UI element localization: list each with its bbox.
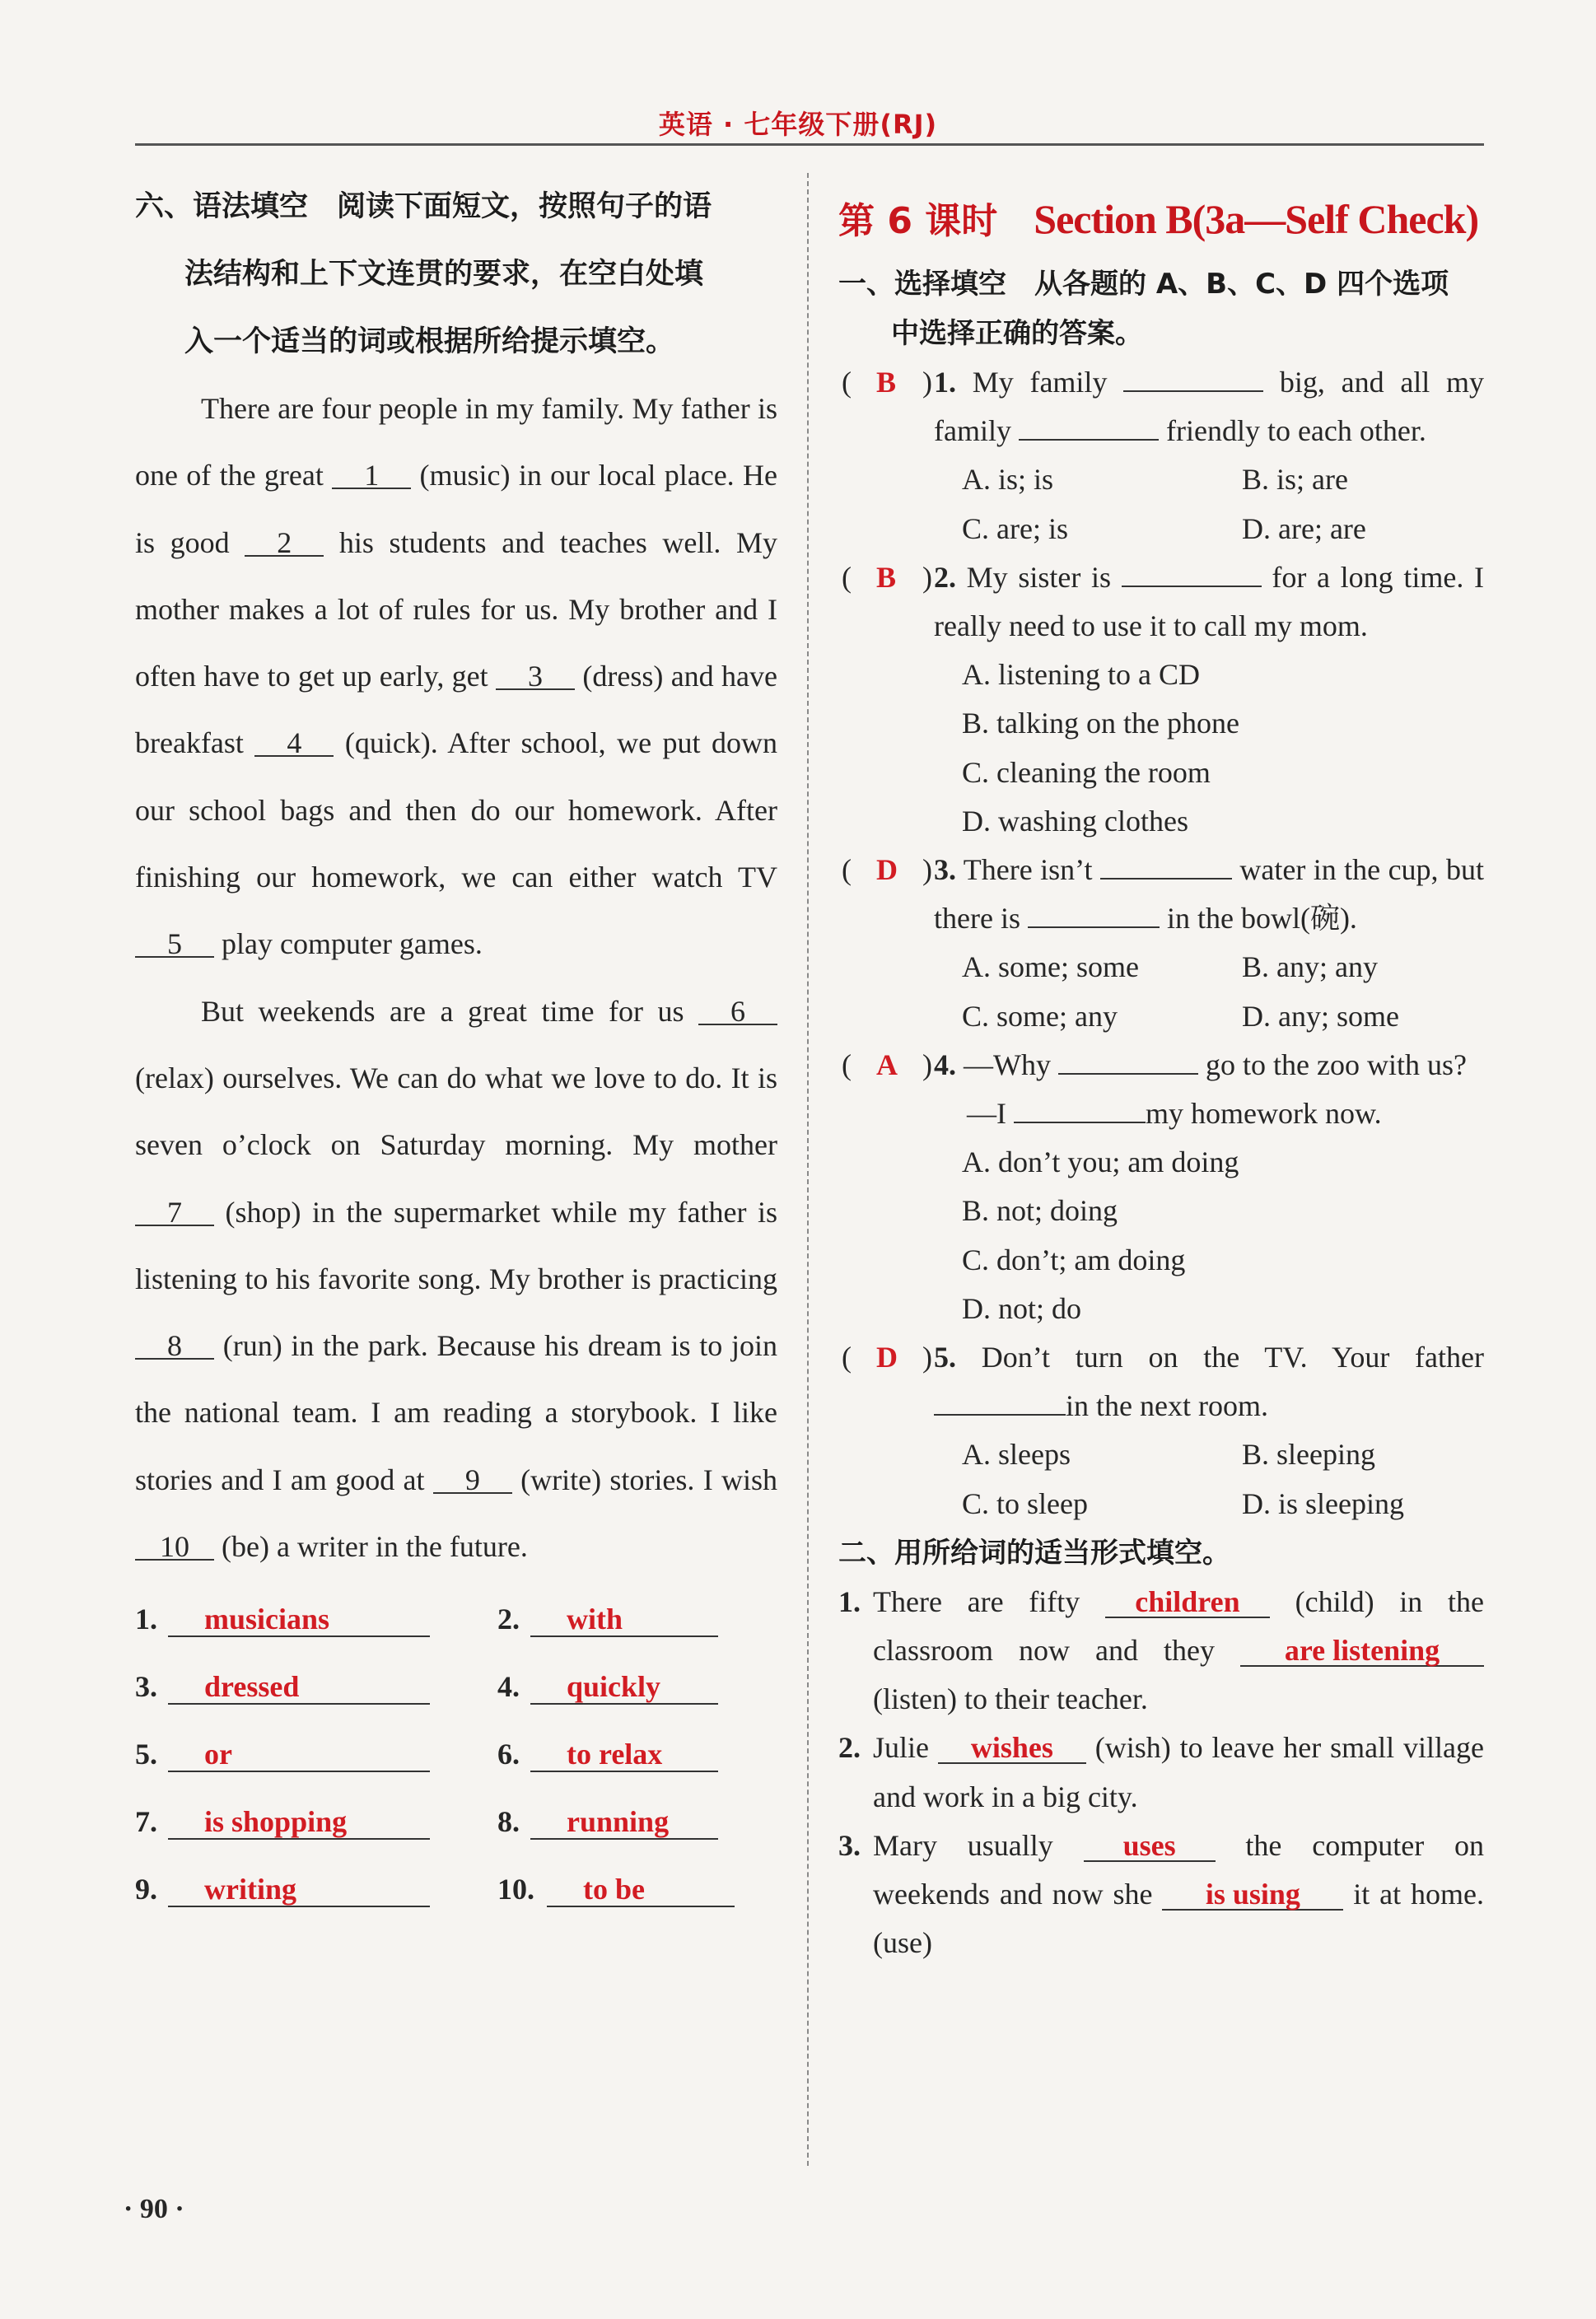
question-number: 1.: [934, 366, 956, 399]
header-divider: [135, 143, 1484, 146]
question-options: [934, 455, 1484, 553]
answer-bracket: ( A ): [842, 1041, 940, 1090]
question-number: 4.: [934, 1048, 956, 1081]
question-text: —Why: [964, 1048, 1058, 1081]
passage-blank-10: 10: [135, 1534, 214, 1561]
fill-answer: uses: [1084, 1831, 1216, 1862]
option: C. don’t; am doing: [962, 1243, 1186, 1276]
question-blank: [1019, 439, 1159, 441]
option: A. some; some: [962, 950, 1139, 984]
question-answer: B: [876, 366, 897, 399]
question-options: [934, 943, 1484, 1040]
passage-text: (shop) in the supermarket while my father is listening to his favorite song. My brother is practicing: [135, 1195, 777, 1295]
fill-text: Mary usually: [873, 1828, 1084, 1862]
answer-value: musicians: [168, 1603, 430, 1637]
fill-text: (listen) to their teacher.: [873, 1682, 1148, 1716]
question-blank: [1122, 586, 1262, 587]
answer-value: running: [530, 1805, 718, 1840]
passage-blank-5: 5: [135, 931, 214, 958]
passage-blank-7: 7: [135, 1200, 214, 1226]
answer-key-grid: [135, 1585, 777, 1923]
answer-item: [497, 1720, 777, 1788]
answer-item: [497, 1855, 777, 1923]
passage-text: (dress) and have breakfast: [135, 660, 777, 760]
lesson-number: 第 6 课时: [838, 200, 998, 242]
answer-item: [497, 1653, 777, 1720]
question-text: my homework now.: [1146, 1097, 1382, 1131]
passage-blank-3: 3: [496, 664, 575, 690]
answer-value: quickly: [530, 1670, 718, 1705]
passage-text: (relax) ourselves. We can do what we love to do. It is seven o’clock on Saturday morning. My mother: [135, 1061, 777, 1162]
fill-number: 1.: [838, 1584, 861, 1618]
answer-item: [135, 1653, 497, 1720]
option: B. is; are: [1242, 463, 1348, 497]
answer-number: 4.: [497, 1670, 520, 1704]
fill-item-1: [838, 1578, 1484, 1724]
column-divider: [807, 173, 809, 2166]
page-number: · 90 ·: [124, 2194, 184, 2224]
question-text: Don’t turn on the TV. Your father: [981, 1341, 1484, 1374]
question-blank: [1014, 1122, 1146, 1123]
fill-item-2: [838, 1724, 1484, 1821]
answer-value: dressed: [168, 1670, 430, 1705]
header-title: 英语 · 七年级下册(RJ): [658, 109, 938, 140]
fill-item-3: [838, 1822, 1484, 1968]
fill-text: (wish) to leave her small village and work in a big city.: [873, 1731, 1484, 1813]
option: D. not; do: [962, 1291, 1082, 1325]
grammar-title-line-2: 法结构和上下文连贯的要求，在空白处填: [184, 258, 704, 291]
grammar-section-title: [135, 173, 777, 376]
question-number: 5.: [934, 1341, 956, 1374]
question-answer: D: [876, 1341, 898, 1374]
answer-number: 7.: [135, 1805, 157, 1839]
answer-value: with: [530, 1603, 718, 1637]
question-reply: [934, 1090, 1484, 1138]
question-blank: [1058, 1073, 1198, 1075]
option: A. listening to a CD: [962, 658, 1200, 692]
question-1: [838, 358, 1484, 553]
question-text: —I: [967, 1097, 1014, 1131]
answer-item: [135, 1585, 497, 1653]
passage-blank-6: 6: [698, 999, 777, 1025]
question-text: for a long time. I really need to use it to call my mom.: [934, 560, 1484, 643]
question-number: 2.: [934, 560, 956, 594]
answer-number: 6.: [497, 1738, 520, 1771]
answer-number: 1.: [135, 1603, 157, 1636]
choice-section-title: [838, 259, 1484, 358]
question-blank: [934, 1414, 1066, 1416]
fill-number: 3.: [838, 1828, 861, 1862]
fill-answer: wishes: [938, 1733, 1086, 1764]
option: C. cleaning the room: [962, 755, 1211, 789]
passage-blank-4: 4: [254, 730, 334, 757]
passage-text: his students and teaches well. My mother makes a lot of rules for us. My brother and I often have to get up early, get: [135, 525, 777, 693]
answer-bracket: ( B ): [842, 553, 940, 602]
question-blank: [1100, 878, 1232, 880]
fill-answer: is using: [1162, 1879, 1343, 1911]
question-text: friendly to each other.: [1158, 414, 1426, 448]
answer-bracket: ( D ): [842, 846, 940, 894]
question-options: [934, 651, 1484, 846]
fill-number: 2.: [838, 1731, 861, 1765]
option: D. any; some: [1242, 999, 1399, 1033]
fill-text: Julie: [873, 1731, 938, 1765]
option: A. sleeps: [962, 1438, 1071, 1472]
fill-answer: are listening: [1240, 1635, 1484, 1667]
grammar-title-line-3: 入一个适当的词或根据所给提示填空。: [184, 325, 675, 358]
question-5: [838, 1333, 1484, 1528]
option: C. to sleep: [962, 1486, 1088, 1520]
passage-blank-8: 8: [135, 1333, 214, 1360]
answer-number: 5.: [135, 1738, 157, 1771]
question-text: My family: [972, 366, 1124, 399]
passage-paragraph-2: [135, 978, 777, 1581]
passage-text: (be) a writer in the future.: [214, 1530, 528, 1564]
answer-number: 3.: [135, 1670, 157, 1704]
answer-number: 2.: [497, 1603, 520, 1636]
question-text: in the bowl(碗).: [1159, 902, 1357, 936]
option: A. don’t you; am doing: [962, 1146, 1239, 1179]
question-2: [838, 553, 1484, 846]
question-blank: [1028, 926, 1160, 928]
answer-bracket: ( B ): [842, 358, 940, 407]
answer-item: [135, 1855, 497, 1923]
question-3: [838, 846, 1484, 1041]
fill-text: it at home. (use): [873, 1878, 1484, 1960]
passage-text: (music) in our local place. He is good: [135, 459, 777, 559]
fill-text: (child) in the classroom now and they: [873, 1584, 1484, 1668]
question-text: big, and all my family: [934, 366, 1485, 448]
passage-blank-9: 9: [433, 1467, 512, 1494]
option: D. are; are: [1242, 511, 1366, 545]
question-options: [934, 1138, 1484, 1333]
passage-text: (run) in the park. Because his dream is to join the national team. I am reading a storybook. I like stories and I am good at: [135, 1329, 777, 1496]
lesson-section: Section B(3a—Self Check): [1034, 196, 1479, 242]
answer-item: [135, 1788, 497, 1855]
answer-bracket: ( D ): [842, 1333, 940, 1382]
answer-number: 9.: [135, 1873, 157, 1906]
option: B. sleeping: [1242, 1438, 1375, 1472]
grammar-title-line-1: 六、语法填空 阅读下面短文，按照句子的语: [135, 190, 712, 223]
option: C. are; is: [962, 511, 1068, 545]
option: B. any; any: [1242, 950, 1378, 984]
answer-number: 10.: [497, 1873, 534, 1906]
option: A. is; is: [962, 463, 1054, 497]
answer-item: [135, 1720, 497, 1788]
option: D. is sleeping: [1242, 1486, 1404, 1520]
question-options: [934, 1430, 1484, 1528]
question-4: [838, 1041, 1484, 1333]
question-text: go to the zoo with us?: [1197, 1048, 1467, 1081]
option: B. talking on the phone: [962, 707, 1239, 740]
fill-text: the computer on weekends and now she: [873, 1828, 1484, 1911]
option: C. some; any: [962, 999, 1118, 1033]
question-text: water in the cup, but there is: [934, 853, 1484, 936]
passage-blank-1: 1: [332, 463, 411, 489]
fill-text: There are fifty: [873, 1584, 1105, 1618]
right-column: [838, 186, 1484, 1968]
question-answer: A: [876, 1048, 898, 1081]
passage-text: play computer games.: [214, 927, 483, 961]
answer-value: to be: [547, 1873, 735, 1907]
option: B. not; doing: [962, 1194, 1118, 1228]
question-blank: [1123, 390, 1263, 392]
passage-text: (write) stories. I wish: [511, 1463, 778, 1496]
question-text: in the next room.: [1066, 1389, 1268, 1423]
fill-section-title: 二、用所给词的适当形式填空。: [838, 1536, 1230, 1570]
answer-item: [497, 1585, 777, 1653]
answer-value: to relax: [530, 1738, 718, 1772]
question-answer: B: [876, 560, 897, 594]
passage-text: But weekends are a great time for us: [201, 994, 698, 1028]
passage-blank-2: 2: [245, 530, 324, 557]
question-text: My sister is: [966, 560, 1122, 594]
answer-item: [497, 1788, 777, 1855]
passage-text: (quick). After school, we put down our school bags and then do our homework. After finishing our homework, we can either watch TV: [135, 726, 777, 894]
choice-title-line-2: 中选择正确的答案。: [891, 317, 1143, 350]
question-text: There isn’t: [963, 853, 1100, 887]
answer-value: or: [168, 1738, 430, 1772]
passage-text: There are four people in my family. My father is one of the great: [135, 392, 777, 492]
question-number: 3.: [934, 853, 956, 887]
answer-value: writing: [168, 1873, 430, 1907]
passage-paragraph-1: [135, 376, 777, 978]
question-answer: D: [876, 853, 898, 887]
option: D. washing clothes: [962, 804, 1188, 838]
fill-answer: children: [1105, 1587, 1270, 1618]
answer-number: 8.: [497, 1805, 520, 1839]
lesson-title: [838, 186, 1484, 254]
answer-value: is shopping: [168, 1805, 430, 1840]
choice-title-line-1: 一、选择填空 从各题的 A、B、C、D 四个选项: [838, 268, 1449, 301]
left-column: [135, 173, 777, 1923]
